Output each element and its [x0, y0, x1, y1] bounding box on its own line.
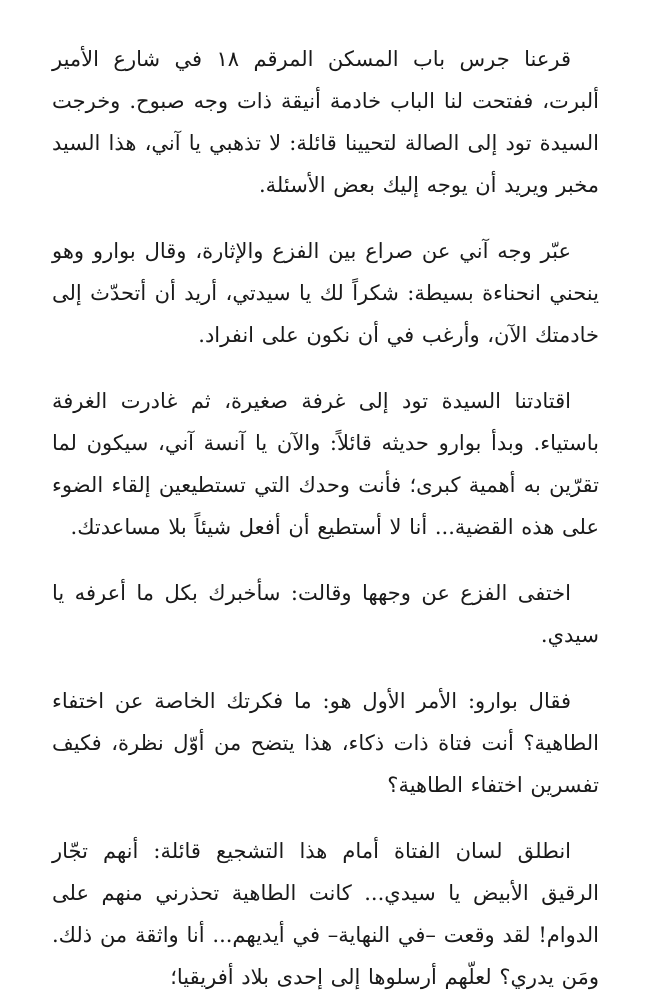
paragraph-1: قرعنا جرس باب المسكن المرقم ١٨ في شارع الأمير ألبرت، ففتحت لنا الباب خادمة أنيقة ذات وجه صبوح. وخرجت السيدة تود إلى الصالة لتحيينا قائلة: لا تذهبي يا آني، هذا السيد مخبر ويريد أن يوجه إليك بعض الأسئلة. [52, 47, 599, 197]
paragraph-3: اقتادتنا السيدة تود إلى غرفة صغيرة، ثم غادرت الغرفة باستياء. وبدأ بوارو حديثه قائلاً: والآن يا آنسة آني، سيكون لما تقرّين به أهمية كبرى؛ فأنت وحدك التي تستطيعين إلقاء الضوء على هذه القضية... أنا لا أستطيع أن أفعل شيئاً بلا مساعدتك. [52, 389, 599, 539]
paragraph-6: انطلق لسان الفتاة أمام هذا التشجيع قائلة: أنهم تجّار الرقيق الأبيض يا سيدي... كانت الطاهية تحذرني منهم على الدوام! لقد وقعت –في النهاية– في أيديهم... أنا واثقة من ذلك. ومَن يدري؟ لعلّهم أرسلوها إلى إحدى بلاد أفريقيا؛ [52, 839, 599, 989]
book-page [0, 38, 651, 1000]
paragraph-4: اختفى الفزع عن وجهها وقالت: سأخبرك بكل ما أعرفه يا سيدي. [52, 581, 599, 647]
paragraph-2: عبّر وجه آني عن صراع بين الفزع والإثارة، وقال بوارو وهو ينحني انحناءة بسيطة: شكراً لك يا سيدتي، أريد أن أتحدّث إلى خادمتك الآن، وأرغب في أن نكون على انفراد. [52, 239, 599, 347]
paragraph-5: فقال بوارو: الأمر الأول هو: ما فكرتك الخاصة عن اختفاء الطاهية؟ أنت فتاة ذات ذكاء، هذا يتضح من أوّل نظرة، فكيف تفسرين اختفاء الطاهية؟ [52, 689, 599, 797]
